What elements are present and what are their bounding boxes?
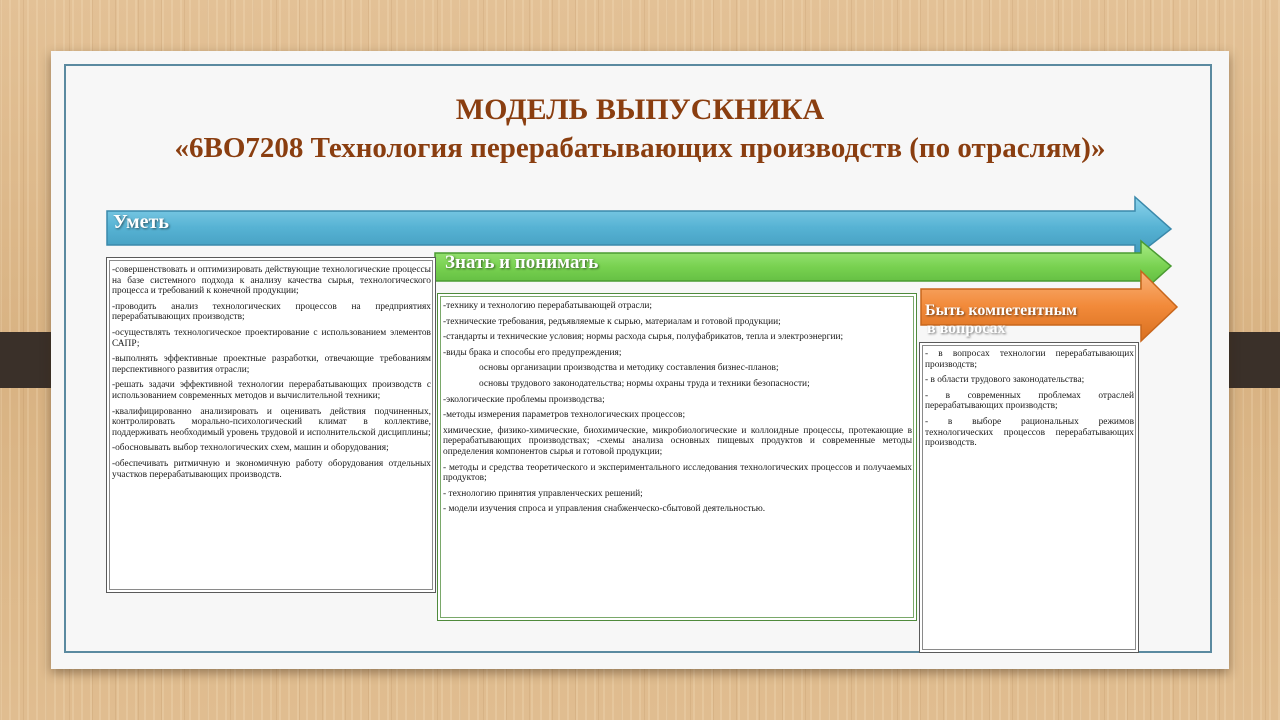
slide	[51, 51, 1229, 669]
znat-box	[437, 293, 917, 621]
znat-item: -стандарты и технические условия; нормы расхода сырья, полуфабрикатов, тепла и электроэнергии;	[443, 332, 844, 343]
znat-item: -технику и технологию перерабатывающей отрасли;	[443, 301, 653, 311]
arrow-byt-label-1: Быть компетентным	[925, 302, 1077, 319]
umet-item: -обосновывать выбор технологических схем, машин и оборудования;	[112, 443, 389, 454]
arrow-byt-label-2: в вопросах	[927, 320, 1006, 337]
umet-item: -обеспечивать ритмичную и экономичную работу оборудования отдельных участков перерабатывающих производств.	[112, 458, 431, 480]
arrow-umet-label: Уметь	[113, 211, 169, 233]
znat-item	[443, 363, 912, 374]
byt-item: - в вопросах технологии перерабатывающих производств;	[925, 349, 1134, 370]
znat-item: -виды брака и способы его предупреждения;	[443, 347, 622, 358]
umet-item: -проводить анализ технологических процессов на предприятиях перерабатывающих производств;	[112, 301, 431, 323]
znat-item: -методы измерения параметров технологических процессов;	[443, 410, 686, 421]
znat-item: химические, физико-химические, биохимические, микробиологические и коллоидные процессы, протекающие в перерабатывающих производствах; -схемы анализа основных пищевых продуктов и современные методы определения компонентов сырья и готовой продукции;	[443, 425, 912, 457]
arrow-byt	[919, 269, 1181, 343]
arrow-znat-label: Знать и понимать	[445, 252, 599, 273]
byt-item: - в области трудового законодательства;	[925, 375, 1085, 386]
umet-item: -совершенствовать и оптимизировать действующие технологические процессы на базе системного подхода к анализу качества сырья, технологического процесса и требований к конечной продукции;	[112, 265, 431, 297]
umet-box	[106, 257, 436, 593]
znat-item: - технологию принятия управленческих решений;	[443, 488, 643, 499]
znat-item: - модели изучения спроса и управления снабженческо-сбытовой деятельностью.	[443, 504, 766, 515]
slide-title	[51, 91, 1229, 167]
title-line-1: МОДЕЛЬ ВЫПУСКНИКА	[455, 93, 825, 126]
umet-item: -квалифицированно анализировать и оценивать действия подчиненных, контролировать морально-психологический климат в коллективе, поддерживать необходимый уровень трудовой и исполнительской дисциплины;	[112, 406, 431, 438]
left-decor-bar	[0, 332, 58, 388]
znat-item: - методы и средства теоретического и экспериментального исследования технологических процессов и получаемых продуктов;	[443, 462, 912, 484]
umet-item: -выполнять эффективные проектные разработки, отвечающие требованиям перспективного развития отрасли;	[112, 354, 431, 375]
znat-item-text: основы трудового законодательства; нормы охраны труда и техники безопасности;	[479, 378, 810, 389]
umet-item: -решать задачи эффективной технологии перерабатывающих производств с использованием современных методов и вычислительной техники;	[112, 380, 431, 401]
znat-item-text: основы организации производства и методику составления бизнес-планов;	[479, 363, 779, 374]
umet-item: -осуществлять технологическое проектирование с использованием элементов САПР;	[112, 327, 431, 349]
znat-item: -технические требования, редъявляемые к сырью, материалам и готовой продукции;	[443, 316, 781, 327]
znat-item	[443, 379, 912, 390]
znat-item: -экологические проблемы производства;	[443, 394, 605, 405]
byt-item: - в выборе рациональных режимов технологических процессов перерабатывающих производств.	[925, 416, 1134, 449]
byt-box	[919, 342, 1139, 653]
byt-item: - в современных проблемах отраслей перерабатывающих производств;	[925, 390, 1134, 412]
title-line-2: «6ВО7208 Технология перерабатывающих производств (по отраслям)»	[174, 132, 1106, 164]
